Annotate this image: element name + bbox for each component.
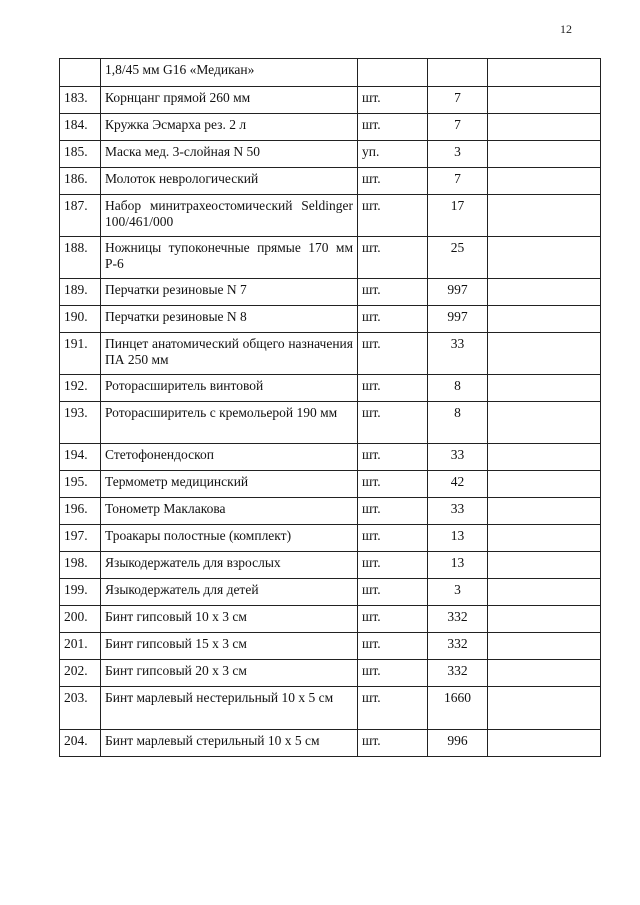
table-row <box>60 444 601 471</box>
table-row <box>60 375 601 402</box>
empty-cell <box>488 552 601 579</box>
unit-cell: шт. <box>358 633 428 660</box>
item-name-cell: Роторасширитель винтовой <box>101 375 358 402</box>
item-name-cell: Бинт гипсовый 20 х 3 см <box>101 660 358 687</box>
item-name-cell: Бинт марлевый нестерильный 10 х 5 см <box>101 687 358 730</box>
empty-cell <box>488 279 601 306</box>
row-number-cell: 192. <box>60 375 101 402</box>
item-name-cell: Троакары полостные (комплект) <box>101 525 358 552</box>
unit-cell: шт. <box>358 552 428 579</box>
row-number-cell: 204. <box>60 730 101 757</box>
table-row <box>60 606 601 633</box>
quantity-cell: 25 <box>428 237 488 279</box>
table-row <box>60 333 601 375</box>
table-row <box>60 552 601 579</box>
unit-cell: шт. <box>358 471 428 498</box>
empty-cell <box>488 237 601 279</box>
empty-cell <box>488 87 601 114</box>
empty-cell <box>488 306 601 333</box>
unit-cell: шт. <box>358 498 428 525</box>
table-row <box>60 279 601 306</box>
quantity-cell: 332 <box>428 660 488 687</box>
table-row <box>60 579 601 606</box>
unit-cell: шт. <box>358 87 428 114</box>
item-name-cell: Перчатки резиновые N 7 <box>101 279 358 306</box>
quantity-cell: 7 <box>428 168 488 195</box>
table-row <box>60 525 601 552</box>
unit-cell: шт. <box>358 306 428 333</box>
empty-cell <box>488 606 601 633</box>
unit-cell: шт. <box>358 444 428 471</box>
row-number-cell: 190. <box>60 306 101 333</box>
empty-cell <box>488 687 601 730</box>
item-name-cell: Молоток неврологический <box>101 168 358 195</box>
empty-cell <box>488 579 601 606</box>
item-name-cell: Стетофонендоскоп <box>101 444 358 471</box>
items-table <box>59 58 601 757</box>
row-number-cell: 193. <box>60 402 101 444</box>
row-number-cell: 188. <box>60 237 101 279</box>
empty-cell <box>488 333 601 375</box>
table-row <box>60 633 601 660</box>
row-number-cell: 189. <box>60 279 101 306</box>
row-number-cell: 195. <box>60 471 101 498</box>
table-row <box>60 195 601 237</box>
unit-cell: шт. <box>358 525 428 552</box>
item-name-cell: Роторасширитель с кремольерой 190 мм <box>101 402 358 444</box>
table-row <box>60 141 601 168</box>
item-name-cell: Языкодержатель для детей <box>101 579 358 606</box>
row-number-cell: 184. <box>60 114 101 141</box>
unit-cell: шт. <box>358 579 428 606</box>
row-number-cell: 183. <box>60 87 101 114</box>
item-name-cell: Набор минитрахеостомический Seldinger 100/461/000 <box>101 195 358 237</box>
unit-cell: шт. <box>358 279 428 306</box>
quantity-cell: 997 <box>428 279 488 306</box>
quantity-cell <box>428 59 488 87</box>
empty-cell <box>488 633 601 660</box>
quantity-cell: 33 <box>428 333 488 375</box>
empty-cell <box>488 375 601 402</box>
unit-cell: уп. <box>358 141 428 168</box>
row-number-cell: 200. <box>60 606 101 633</box>
quantity-cell: 997 <box>428 306 488 333</box>
item-name-cell: Маска мед. 3-слойная N 50 <box>101 141 358 168</box>
empty-cell <box>488 471 601 498</box>
empty-cell <box>488 141 601 168</box>
empty-cell <box>488 114 601 141</box>
row-number-cell: 191. <box>60 333 101 375</box>
quantity-cell: 13 <box>428 552 488 579</box>
quantity-cell: 3 <box>428 141 488 168</box>
unit-cell: шт. <box>358 168 428 195</box>
quantity-cell: 3 <box>428 579 488 606</box>
item-name-cell: 1,8/45 мм G16 «Медикан» <box>101 59 358 87</box>
empty-cell <box>488 525 601 552</box>
unit-cell: шт. <box>358 730 428 757</box>
unit-cell: шт. <box>358 402 428 444</box>
item-name-cell: Бинт марлевый стерильный 10 х 5 см <box>101 730 358 757</box>
quantity-cell: 332 <box>428 606 488 633</box>
unit-cell: шт. <box>358 606 428 633</box>
quantity-cell: 42 <box>428 471 488 498</box>
row-number-cell: 185. <box>60 141 101 168</box>
unit-cell <box>358 59 428 87</box>
item-name-cell: Тонометр Маклакова <box>101 498 358 525</box>
quantity-cell: 996 <box>428 730 488 757</box>
unit-cell: шт. <box>358 375 428 402</box>
row-number-cell: 194. <box>60 444 101 471</box>
row-number-cell: 186. <box>60 168 101 195</box>
row-number-cell <box>60 59 101 87</box>
quantity-cell: 13 <box>428 525 488 552</box>
empty-cell <box>488 444 601 471</box>
table-row <box>60 87 601 114</box>
empty-cell <box>488 402 601 444</box>
table-row <box>60 660 601 687</box>
empty-cell <box>488 168 601 195</box>
unit-cell: шт. <box>358 660 428 687</box>
quantity-cell: 7 <box>428 87 488 114</box>
row-number-cell: 201. <box>60 633 101 660</box>
table-row <box>60 730 601 757</box>
item-name-cell: Пинцет анатомический общего назначения ПА 250 мм <box>101 333 358 375</box>
quantity-cell: 8 <box>428 402 488 444</box>
unit-cell: шт. <box>358 333 428 375</box>
quantity-cell: 33 <box>428 498 488 525</box>
table-row <box>60 687 601 730</box>
item-name-cell: Языкодержатель для взрослых <box>101 552 358 579</box>
row-number-cell: 196. <box>60 498 101 525</box>
table-row <box>60 402 601 444</box>
row-number-cell: 197. <box>60 525 101 552</box>
empty-cell <box>488 195 601 237</box>
item-name-cell: Бинт гипсовый 10 х 3 см <box>101 606 358 633</box>
empty-cell <box>488 498 601 525</box>
row-number-cell: 203. <box>60 687 101 730</box>
row-number-cell: 199. <box>60 579 101 606</box>
row-number-cell: 187. <box>60 195 101 237</box>
unit-cell: шт. <box>358 195 428 237</box>
quantity-cell: 7 <box>428 114 488 141</box>
quantity-cell: 1660 <box>428 687 488 730</box>
table-body <box>60 59 601 757</box>
row-number-cell: 202. <box>60 660 101 687</box>
table-row <box>60 498 601 525</box>
table-row <box>60 471 601 498</box>
unit-cell: шт. <box>358 687 428 730</box>
item-name-cell: Корнцанг прямой 260 мм <box>101 87 358 114</box>
item-name-cell: Перчатки резиновые N 8 <box>101 306 358 333</box>
item-name-cell: Бинт гипсовый 15 х 3 см <box>101 633 358 660</box>
table-row <box>60 306 601 333</box>
unit-cell: шт. <box>358 237 428 279</box>
row-number-cell: 198. <box>60 552 101 579</box>
table-row <box>60 59 601 87</box>
item-name-cell: Ножницы тупоконечные прямые 170 мм Р-6 <box>101 237 358 279</box>
page-number: 12 <box>560 22 572 36</box>
unit-cell: шт. <box>358 114 428 141</box>
item-name-cell: Кружка Эсмарха рез. 2 л <box>101 114 358 141</box>
empty-cell <box>488 59 601 87</box>
table-row <box>60 114 601 141</box>
empty-cell <box>488 730 601 757</box>
quantity-cell: 8 <box>428 375 488 402</box>
table-row <box>60 237 601 279</box>
quantity-cell: 17 <box>428 195 488 237</box>
quantity-cell: 33 <box>428 444 488 471</box>
quantity-cell: 332 <box>428 633 488 660</box>
empty-cell <box>488 660 601 687</box>
item-name-cell: Термометр медицинский <box>101 471 358 498</box>
table-row <box>60 168 601 195</box>
